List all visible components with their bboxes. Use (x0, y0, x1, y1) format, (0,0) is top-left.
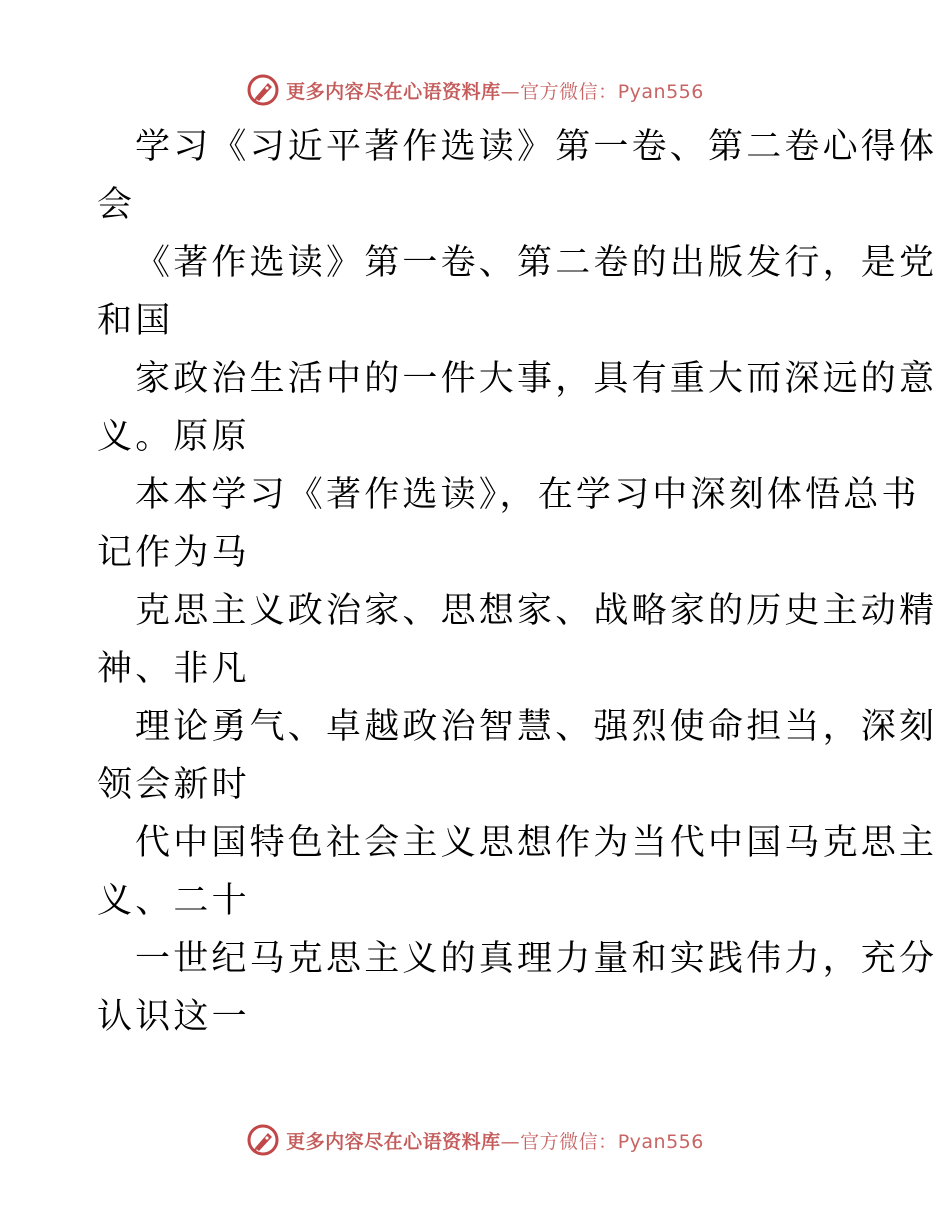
document-body (97, 118, 938, 1046)
text-line: 克思主义政治家、思想家、战略家的历史主动精 (135, 591, 938, 631)
footer-watermark (0, 1122, 950, 1158)
text-line: 认识这一 (97, 997, 250, 1037)
text-line: 会 (97, 185, 136, 225)
text-line: 神、非凡 (97, 649, 250, 689)
pen-nib-logo-icon (246, 1123, 280, 1157)
header-watermark (0, 72, 950, 108)
text-line: 和国 (97, 301, 174, 341)
watermark-text: 更多内容尽在心语资料库—官方微信：Pyan556 (286, 80, 704, 103)
text-line: 代中国特色社会主义思想作为当代中国马克思主 (135, 823, 938, 863)
text-line: 一世纪马克思主义的真理力量和实践伟力，充分 (135, 939, 938, 979)
text-line: 领会新时 (97, 765, 250, 805)
text-line: 本本学习《著作选读》，在学习中深刻体悟总书 (135, 475, 920, 515)
text-line: 学习《习近平著作选读》第一卷、第二卷心得体 (135, 127, 938, 167)
text-line: 义。原原 (97, 417, 250, 457)
text-line: 义、二十 (97, 881, 250, 921)
text-line: 《著作选读》第一卷、第二卷的出版发行，是党 (135, 243, 938, 283)
text-line: 记作为马 (97, 533, 250, 573)
text-line: 理论勇气、卓越政治智慧、强烈使命担当，深刻 (135, 707, 938, 747)
watermark-text: 更多内容尽在心语资料库—官方微信：Pyan556 (286, 1130, 704, 1153)
text-line: 家政治生活中的一件大事，具有重大而深远的意 (135, 359, 938, 399)
pen-nib-logo-icon (246, 73, 280, 107)
